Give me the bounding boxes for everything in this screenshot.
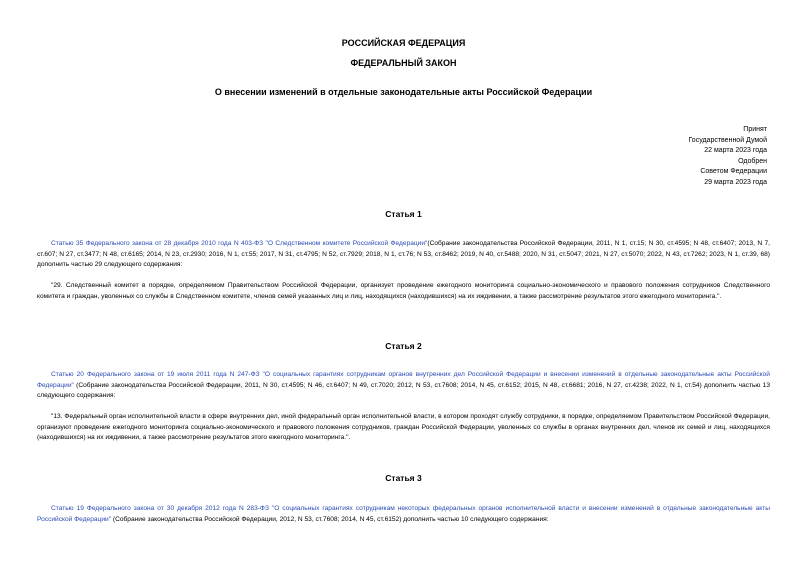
article-3-heading: Статья 3 <box>385 473 422 483</box>
article-3-paragraph <box>37 504 770 525</box>
article-2-quote: "13. Федеральный орган исполнительной власти в сфере внутренних дел, иной федеральный орган исполнительной власти, в котором проходят службу сотрудники, в порядке, определяемом Правительством Российской Федерации, организуют проведение ежегодного мониторинга социально-экономического и правового положения сотрудников, граждан Российской Федерации, уволенных со службы в органах внутренних дел, членов их семей и лиц, находящихся (находившихся) на их иждивении, а также рассмотрение результатов этого ежегодного мониторинга.". <box>37 413 770 441</box>
article-1-paragraph <box>37 239 770 271</box>
adoption-line: Государственной Думой <box>688 136 767 144</box>
article-3-link[interactable]: Статью 19 Федерального закона от 30 декабря 2012 года N 283-ФЗ "О социальных гарантиях сотрудникам некоторых федеральных органов исполнительной власти и внесении изменений в отдельные законодательные акты Российской Федерации" <box>37 505 770 523</box>
article-3-text: (Собрание законодательства Российской Федерации, 2012, N 53, ст.7608; 2014, N 45, ст.6152) дополнить частью 10 следующего содержания: <box>111 515 549 523</box>
adoption-line: Принят <box>743 126 767 133</box>
article-2-link[interactable]: Статью 20 Федерального закона от 19 июля 2011 года N 247-ФЗ "О социальных гарантиях сотрудникам органов внутренних дел Российской Федерации и внесении изменений в отдельные законодательные акты Российской Федерации" <box>37 371 770 389</box>
adoption-line: 29 марта 2023 года <box>704 178 767 186</box>
doc-type-heading: ФЕДЕРАЛЬНЫЙ ЗАКОН <box>350 58 457 68</box>
article-1-quote: "29. Следственный комитет в порядке, определяемом Правительством Российской Федерации, организует проведение ежегодного мониторинга социально-экономического и правового положения сотрудников Следственного комитета и граждан, уволенных со службы в Следственном комитете, членов семей указанных лиц и лиц, находящихся (находившихся) на их иждивении, а также рассмотрение результатов этого ежегодного мониторинга.". <box>37 282 770 300</box>
adoption-line: 22 марта 2023 года <box>704 147 767 154</box>
article-2-heading: Статья 2 <box>385 341 422 351</box>
country-heading: РОССИЙСКАЯ ФЕДЕРАЦИЯ <box>341 38 466 48</box>
adoption-block <box>688 125 767 188</box>
adoption-line: Одобрен <box>738 157 767 165</box>
article-1-heading: Статья 1 <box>385 209 422 219</box>
article-2-text: (Собрание законодательства Российской Федерации, 2011, N 30, ст.4595; N 46, ст.6407; N 49, ст.7020; 2012, N 53, ст.7608; 2014, N 45, ст.6152; 2015, N 48, ст.6681; 2016, N 27, ст.4238; 2022, N 1, ст.54) дополнить частью 13 следующего содержания: <box>37 381 770 399</box>
law-title: О внесении изменений в отдельные законодательные акты Российской Федерации <box>214 87 593 97</box>
article-1-text: (Собрание законодательства Российской Федерации, 2011, N 1, ст.15; N 30, ст.4595; N 48, ст.6407; 2013, N 7, ст.607; N 27, ст.3477; N 48, ст.6165; 2014, N 23, ст.2930; 2016, N 1, ст.55; 2017, N 31, ст.4795; N 52, ст.7929; 2018, N 1, ст.76; N 53, ст.8462; 2019, N 40, ст.5488; 2020, N 31, ст.5047; 2021, N 27, ст.5070; 2022, N 43, ст.7262; 2023, N 1, ст.39, 68) дополнить частью 29 следующего содержания: <box>37 240 770 268</box>
article-1-link[interactable]: Статью 35 Федерального закона от 28 декабря 2010 года N 403-ФЗ "О Следственном комитете Российской Федерации" <box>51 240 428 247</box>
adoption-line: Советом Федерации <box>700 168 767 175</box>
article-2-paragraph <box>37 370 770 402</box>
